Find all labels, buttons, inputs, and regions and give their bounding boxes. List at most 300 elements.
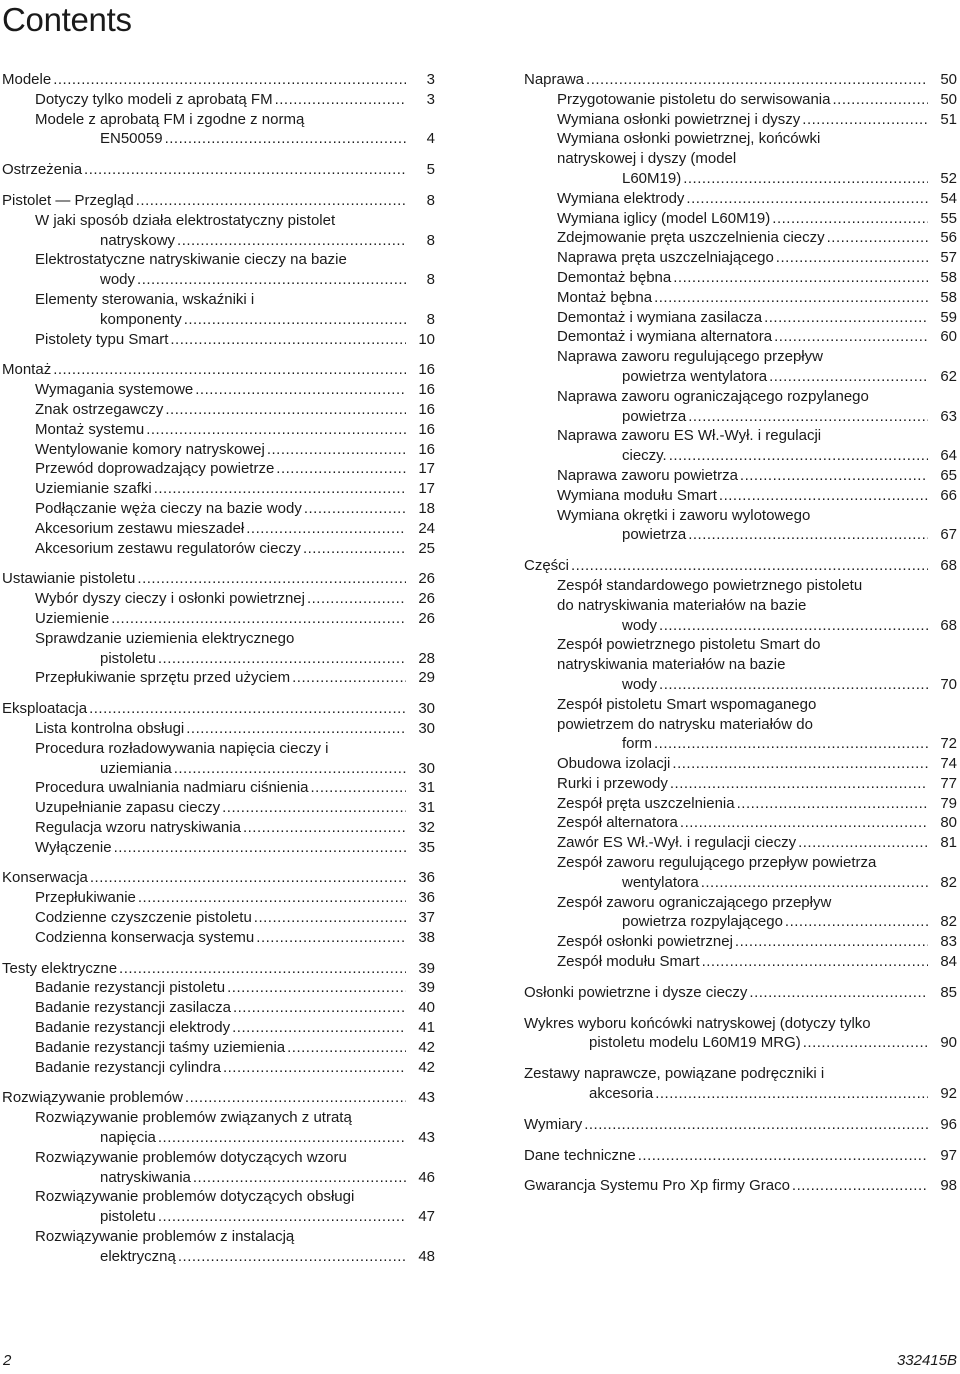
- toc-subentry[interactable]: [522, 308, 960, 328]
- toc-heading-entry[interactable]: [522, 556, 960, 576]
- dot-leader: [659, 675, 928, 695]
- dot-leader: [688, 525, 928, 545]
- toc-entry-title: Badanie rezystancji cylindra: [35, 1058, 221, 1076]
- toc-entry-title: Badanie rezystancji zasilacza: [35, 999, 231, 1017]
- toc-page-number: 47: [418, 1208, 435, 1226]
- toc-page-number: 26: [418, 570, 435, 588]
- dot-leader: [287, 1038, 406, 1058]
- toc-entry-title: Naprawa pręta uszczelniającego: [557, 249, 774, 267]
- toc-page-number: 35: [418, 838, 435, 856]
- toc-entry-title: Rozwiązywanie problemów dotyczących obsługi: [35, 1188, 355, 1206]
- toc-page-number: 38: [418, 928, 435, 946]
- toc-entry-title: Podłączanie węża cieczy na bazie wody: [35, 499, 302, 517]
- toc-section: [0, 160, 438, 180]
- toc-page-number: 16: [418, 420, 435, 438]
- toc-entry-title: Procedura rozładowywania napięcia cieczy i: [35, 739, 329, 757]
- dot-leader: [246, 519, 406, 539]
- toc-page-number: 39: [418, 979, 435, 997]
- toc-entry-title: Rozwiązywanie problemów: [2, 1089, 183, 1107]
- toc-entry-title: L60M19): [622, 169, 682, 187]
- toc-subentry[interactable]: [522, 228, 960, 248]
- toc-entry-title: Zespół modułu Smart: [557, 953, 700, 971]
- toc-entry-title: Rozwiązywanie problemów związanych z utratą: [35, 1109, 352, 1127]
- dot-leader: [170, 330, 406, 350]
- toc-heading-entry[interactable]: [522, 1176, 960, 1196]
- toc-subentry[interactable]: [522, 754, 960, 774]
- dot-leader: [659, 616, 928, 636]
- toc-subentry[interactable]: [522, 952, 960, 972]
- toc-entry-title: Osłonki powietrzne i dysze cieczy: [524, 983, 748, 1001]
- toc-subentry[interactable]: [0, 818, 438, 838]
- toc-subentry[interactable]: [522, 695, 960, 754]
- toc-entry-title: Akcesorium zestawu mieszadeł: [35, 519, 245, 537]
- toc-subentry[interactable]: [522, 347, 960, 387]
- dot-leader: [158, 1207, 406, 1227]
- toc-subentry[interactable]: [522, 506, 960, 546]
- toc-entry-title: Pistolet — Przegląd: [2, 191, 134, 209]
- toc-entry-title: powietrza rozpylającego: [622, 913, 783, 931]
- dot-leader: [798, 833, 928, 853]
- toc-entry-title: Wymiana okrętki i zaworu wylotowego: [557, 506, 811, 524]
- dot-leader: [307, 589, 406, 609]
- toc-page-number: 16: [418, 381, 435, 399]
- dot-leader: [185, 1088, 406, 1108]
- toc-heading-entry[interactable]: [0, 868, 438, 888]
- toc-subentry[interactable]: [0, 479, 438, 499]
- toc-page-number: 58: [940, 268, 957, 286]
- dot-leader: [267, 440, 406, 460]
- dot-leader: [111, 609, 406, 629]
- toc-entry-title: Naprawa zaworu powietrza: [557, 466, 738, 484]
- toc-subentry[interactable]: [0, 589, 438, 609]
- toc-page-number: 26: [418, 609, 435, 627]
- dot-leader: [749, 983, 928, 1003]
- toc-heading-entry[interactable]: [522, 1146, 960, 1166]
- toc-page-number: 96: [940, 1115, 957, 1133]
- toc-section: [522, 556, 960, 972]
- toc-heading-entry[interactable]: [0, 569, 438, 589]
- toc-entry-title: Wymiana modułu Smart: [557, 486, 717, 504]
- dot-leader: [276, 459, 406, 479]
- toc-page-number: 90: [940, 1034, 957, 1052]
- toc-subentry[interactable]: [522, 426, 960, 466]
- toc-section: [522, 983, 960, 1003]
- toc-page-number: 16: [418, 440, 435, 458]
- dot-leader: [586, 70, 928, 90]
- toc-page-number: 43: [418, 1129, 435, 1147]
- dot-leader: [114, 838, 406, 858]
- toc-subentry[interactable]: [522, 466, 960, 486]
- toc-subentry[interactable]: [522, 189, 960, 209]
- toc-subentry[interactable]: [0, 668, 438, 688]
- toc-entry-title: Regulacja wzoru natryskiwania: [35, 818, 241, 836]
- toc-subentry[interactable]: [0, 888, 438, 908]
- dot-leader: [654, 734, 928, 754]
- toc-subentry[interactable]: [0, 778, 438, 798]
- dot-leader: [256, 928, 406, 948]
- toc-page-number: 17: [418, 460, 435, 478]
- toc-page-number: 26: [418, 590, 435, 608]
- dot-leader: [292, 668, 406, 688]
- dot-leader: [673, 268, 928, 288]
- toc-entry-title: Części: [524, 557, 570, 575]
- toc-entry-title: Uzupełnianie zapasu cieczy: [35, 799, 221, 817]
- toc-subentry[interactable]: [0, 1108, 438, 1148]
- toc-page-number: 63: [940, 407, 957, 425]
- toc-page-number: 16: [418, 400, 435, 418]
- toc-heading-entry[interactable]: [0, 959, 438, 979]
- toc-heading-entry[interactable]: [522, 70, 960, 90]
- toc-page-number: 8: [426, 231, 435, 249]
- toc-page-number: 4: [426, 130, 435, 148]
- toc-subentry[interactable]: [0, 499, 438, 519]
- toc-entry-title: cieczy.: [622, 447, 667, 465]
- toc-entry-title: pistoletu modelu L60M19 MRG): [589, 1034, 801, 1052]
- toc-entry-title: Przygotowanie pistoletu do serwisowania: [557, 90, 831, 108]
- dot-leader: [227, 978, 406, 998]
- toc-page-number: 30: [418, 719, 435, 737]
- dot-leader: [740, 466, 928, 486]
- dot-leader: [222, 798, 406, 818]
- toc-entry-title: Badanie rezystancji pistoletu: [35, 979, 226, 997]
- toc-entry-title: Wymiana osłonki powietrznej, końcówki: [557, 130, 821, 148]
- toc-page-number: 31: [418, 799, 435, 817]
- toc-subentry[interactable]: [0, 539, 438, 559]
- toc-page-number: 46: [418, 1168, 435, 1186]
- toc-page-number: 36: [418, 869, 435, 887]
- dot-leader: [584, 1115, 928, 1135]
- dot-leader: [638, 1146, 928, 1166]
- toc-subentry[interactable]: [0, 400, 438, 420]
- toc-page-number: 68: [940, 557, 957, 575]
- toc-page-number: 42: [418, 1038, 435, 1056]
- toc-entry-title: Zespół alternatora: [557, 814, 678, 832]
- toc-entry-title: Eksploatacja: [2, 700, 88, 718]
- toc-entry-title: powietrzem do natrysku materiałów do: [557, 715, 813, 733]
- toc-subentry[interactable]: [522, 486, 960, 506]
- toc-subentry[interactable]: [0, 290, 438, 330]
- dot-leader: [571, 556, 928, 576]
- toc-entry-title: komponenty: [100, 310, 182, 328]
- toc-subentry[interactable]: [0, 739, 438, 779]
- toc-entry-title: Wymiana osłonki powietrznej i dyszy: [557, 110, 801, 128]
- toc-entry-title: Wyłączenie: [35, 838, 112, 856]
- dot-leader: [683, 169, 928, 189]
- toc-subentry[interactable]: [522, 248, 960, 268]
- toc-entry-title: Codzienna konserwacja systemu: [35, 928, 255, 946]
- dot-leader: [655, 1084, 928, 1104]
- toc-entry-title: Wybór dyszy cieczy i osłonki powietrznej: [35, 590, 305, 608]
- toc-entry-title: Zawór ES Wł.-Wył. i regulacji cieczy: [557, 834, 797, 852]
- toc-page-number: 51: [940, 110, 957, 128]
- toc-page-number: 68: [940, 616, 957, 634]
- toc-page-number: 97: [940, 1146, 957, 1164]
- toc-subentry[interactable]: [522, 932, 960, 952]
- toc-subentry[interactable]: [0, 1018, 438, 1038]
- dot-leader: [137, 569, 406, 589]
- toc-page-number: 17: [418, 480, 435, 498]
- dot-leader: [735, 932, 928, 952]
- toc-page-number: 60: [940, 328, 957, 346]
- toc-entry-title: Elektrostatyczne natryskiwanie cieczy na bazie: [35, 251, 347, 269]
- toc-entry-title: Demontaż bębna: [557, 268, 672, 286]
- toc-entry-title: Naprawa zaworu ES Wł.-Wył. i regulacji: [557, 427, 822, 445]
- toc-entry-title: Konserwacja: [2, 869, 88, 887]
- toc-subentry[interactable]: [522, 774, 960, 794]
- toc-subentry[interactable]: [522, 813, 960, 833]
- toc-heading-entry[interactable]: [0, 70, 438, 90]
- toc-page-number: 92: [940, 1085, 957, 1103]
- toc-subentry[interactable]: [0, 998, 438, 1018]
- toc-subentry[interactable]: [522, 209, 960, 229]
- toc-section: [0, 569, 438, 688]
- toc-page-number: 31: [418, 779, 435, 797]
- toc-entry-title: Badanie rezystancji taśmy uziemienia: [35, 1038, 286, 1056]
- toc-section: [0, 1088, 438, 1266]
- toc-subentry[interactable]: [0, 798, 438, 818]
- toc-subentry[interactable]: [0, 978, 438, 998]
- toc-entry-title: wody: [622, 616, 658, 634]
- toc-entry-title: powietrza: [622, 407, 687, 425]
- toc-page-number: 24: [418, 519, 435, 537]
- dot-leader: [719, 486, 928, 506]
- page-title: Contents: [2, 1, 132, 38]
- toc-subentry[interactable]: [0, 380, 438, 400]
- toc-entry-title: Wykres wyboru końcówki natryskowej (dotyczy tylko: [524, 1014, 871, 1032]
- toc-subentry[interactable]: [0, 928, 438, 948]
- dot-leader: [670, 774, 928, 794]
- toc-entry-title: uziemiania: [100, 759, 172, 777]
- toc-subentry[interactable]: [0, 1227, 438, 1267]
- toc-section: [522, 1064, 960, 1104]
- toc-page-number: 79: [940, 794, 957, 812]
- toc-page-number: 57: [940, 249, 957, 267]
- toc-entry-title: Modele: [2, 71, 52, 88]
- toc-subentry[interactable]: [522, 129, 960, 188]
- footer-doc-code: 332415B: [896, 1352, 957, 1369]
- toc-page-number: 39: [418, 959, 435, 977]
- toc-entry-title: Zespół standardowego powietrznego pistoletu: [557, 576, 863, 594]
- toc-entry-title: Akcesorium zestawu regulatorów cieczy: [35, 539, 301, 557]
- toc-subentry[interactable]: [522, 387, 960, 427]
- dot-leader: [737, 794, 928, 814]
- toc-right-column: [522, 70, 960, 1207]
- toc-subentry[interactable]: [0, 609, 438, 629]
- toc-subentry[interactable]: [522, 288, 960, 308]
- toc-heading-entry[interactable]: [522, 1014, 960, 1054]
- toc-entry-title: Uziemienie: [35, 609, 110, 627]
- toc-heading-entry[interactable]: [0, 699, 438, 719]
- toc-page-number: 29: [418, 669, 435, 687]
- toc-entry-title: Zespół pistoletu Smart wspomaganego: [557, 695, 817, 713]
- toc-subentry[interactable]: [0, 330, 438, 350]
- toc-section: [0, 360, 438, 558]
- toc-page-number: 58: [940, 288, 957, 306]
- toc-page-number: 36: [418, 889, 435, 907]
- toc-entry-title: Demontaż i wymiana alternatora: [557, 328, 773, 346]
- dot-leader: [311, 778, 407, 798]
- toc-entry-title: Elementy sterowania, wskaźniki i: [35, 290, 255, 308]
- dot-leader: [232, 1018, 406, 1038]
- toc-subentry[interactable]: [0, 1058, 438, 1078]
- toc-page-number: 85: [940, 983, 957, 1001]
- toc-subentry[interactable]: [522, 635, 960, 694]
- toc-left-column: [0, 70, 438, 1278]
- toc-subentry[interactable]: [522, 853, 960, 893]
- toc-entry-title: natryskiwania: [100, 1168, 191, 1186]
- toc-entry-title: Codzienne czyszczenie pistoletu: [35, 909, 252, 927]
- toc-subentry[interactable]: [0, 420, 438, 440]
- toc-subentry[interactable]: [0, 459, 438, 479]
- toc-subentry[interactable]: [0, 211, 438, 251]
- dot-leader: [772, 209, 928, 229]
- toc-entry-title: Zespół zaworu ograniczającego przepływ: [557, 893, 832, 911]
- toc-entry-title: Rurki i przewody: [557, 774, 668, 792]
- toc-page-number: 67: [940, 526, 957, 544]
- toc-subentry[interactable]: [0, 908, 438, 928]
- dot-leader: [186, 719, 406, 739]
- toc-section: [522, 1014, 960, 1054]
- dot-leader: [654, 288, 928, 308]
- toc-entry-title: Wymagania systemowe: [35, 381, 194, 399]
- toc-page-number: 3: [426, 90, 435, 108]
- toc-subentry[interactable]: [0, 838, 438, 858]
- toc-page-number: 43: [418, 1089, 435, 1107]
- toc-subentry[interactable]: [0, 1038, 438, 1058]
- toc-section: [0, 868, 438, 947]
- toc-entry-title: Naprawa zaworu regulującego przepływ: [557, 348, 823, 366]
- dot-leader: [275, 90, 406, 110]
- toc-page-number: 65: [940, 466, 957, 484]
- toc-page-number: 41: [418, 1019, 435, 1037]
- toc-entry-title: Zespół powietrznego pistoletu Smart do: [557, 636, 821, 654]
- toc-subentry[interactable]: [0, 519, 438, 539]
- dot-leader: [184, 310, 406, 330]
- toc-subentry[interactable]: [0, 719, 438, 739]
- toc-entry-title: Przewód doprowadzający powietrze: [35, 460, 275, 478]
- toc-entry-title: Zdejmowanie pręta uszczelnienia cieczy: [557, 229, 825, 247]
- toc-entry-title: Znak ostrzegawczy: [35, 400, 164, 418]
- toc-entry-title: Zespół osłonki powietrznej: [557, 933, 733, 951]
- dot-leader: [165, 400, 406, 420]
- dot-leader: [195, 380, 406, 400]
- toc-subentry[interactable]: [0, 440, 438, 460]
- toc-heading-entry[interactable]: [522, 1064, 960, 1104]
- toc-entry-title: W jaki sposób działa elektrostatyczny pistolet: [35, 211, 336, 229]
- dot-leader: [764, 308, 928, 328]
- toc-page-number: 55: [940, 209, 957, 227]
- toc-entry-title: Montaż: [2, 361, 52, 379]
- toc-page-number: 52: [940, 169, 957, 187]
- toc-page-number: 74: [940, 755, 957, 773]
- toc-entry-title: Badanie rezystancji elektrody: [35, 1019, 231, 1037]
- toc-heading-entry[interactable]: [0, 191, 438, 211]
- toc-page-number: 18: [418, 499, 435, 517]
- toc-subentry[interactable]: [522, 794, 960, 814]
- dot-leader: [243, 818, 406, 838]
- toc-subentry[interactable]: [522, 327, 960, 347]
- toc-heading-entry[interactable]: [522, 1115, 960, 1135]
- dot-leader: [84, 160, 406, 180]
- toc-heading-entry[interactable]: [522, 983, 960, 1003]
- toc-entry-title: Naprawa: [524, 71, 585, 88]
- toc-page-number: 48: [418, 1247, 435, 1265]
- toc-page-number: 10: [418, 330, 435, 348]
- dot-leader: [158, 649, 406, 669]
- toc-page-number: 56: [940, 229, 957, 247]
- toc-entry-title: Testy elektryczne: [2, 959, 118, 977]
- toc-subentry[interactable]: [522, 576, 960, 635]
- toc-page-number: 30: [418, 700, 435, 718]
- toc-entry-title: Zespół zaworu regulującego przepływ powietrza: [557, 854, 877, 872]
- toc-page-number: 5: [426, 161, 435, 179]
- toc-page-number: 25: [418, 539, 435, 557]
- toc-subentry[interactable]: [522, 833, 960, 853]
- toc-subentry[interactable]: [522, 110, 960, 130]
- toc-section: [0, 70, 438, 149]
- toc-entry-title: Wentylowanie komory natryskowej: [35, 440, 265, 458]
- toc-subentry[interactable]: [0, 90, 438, 110]
- toc-subentry[interactable]: [0, 250, 438, 290]
- toc-entry-title: Przepłukiwanie sprzętu przed użyciem: [35, 669, 291, 687]
- toc-page-number: 8: [426, 191, 435, 209]
- toc-page-number: 84: [940, 953, 957, 971]
- toc-subentry[interactable]: [0, 1148, 438, 1188]
- toc-subentry[interactable]: [0, 629, 438, 669]
- toc-entry-title: Obudowa izolacji: [557, 755, 671, 773]
- toc-entry-title: Procedura uwalniania nadmiaru ciśnienia: [35, 779, 309, 797]
- dot-leader: [769, 367, 928, 387]
- dot-leader: [680, 813, 928, 833]
- toc-entry-title: natryskiwania materiałów na bazie: [557, 656, 786, 674]
- toc-entry-title: Montaż bębna: [557, 288, 653, 306]
- dot-leader: [154, 479, 406, 499]
- toc-entry-title: Pistolety typu Smart: [35, 330, 169, 348]
- toc-page-number: 82: [940, 913, 957, 931]
- toc-entry-title: natryskowy: [100, 231, 176, 249]
- toc-heading-entry[interactable]: [0, 160, 438, 180]
- toc-subentry[interactable]: [522, 268, 960, 288]
- toc-entry-title: Dane techniczne: [524, 1146, 636, 1164]
- toc-subentry[interactable]: [0, 110, 438, 150]
- toc-subentry[interactable]: [522, 90, 960, 110]
- toc-entry-title: wody: [622, 675, 658, 693]
- toc-entry-title: Sprawdzanie uziemienia elektrycznego: [35, 629, 295, 647]
- toc-subentry[interactable]: [522, 893, 960, 933]
- dot-leader: [53, 70, 406, 90]
- toc-entry-title: Ustawianie pistoletu: [2, 570, 136, 588]
- dot-leader: [89, 699, 406, 719]
- toc-page-number: 40: [418, 999, 435, 1017]
- dot-leader: [138, 888, 406, 908]
- toc-page-number: 77: [940, 774, 957, 792]
- dot-leader: [702, 952, 928, 972]
- toc-entry-title: Wymiary: [524, 1115, 583, 1133]
- toc-entry-title: akcesoria: [589, 1085, 654, 1103]
- toc-entry-title: Zespół pręta uszczelnienia: [557, 794, 735, 812]
- dot-leader: [178, 1247, 406, 1267]
- toc-page-number: 32: [418, 818, 435, 836]
- toc-page-number: 30: [418, 759, 435, 777]
- toc-subentry[interactable]: [0, 1187, 438, 1227]
- toc-heading-entry[interactable]: [0, 1088, 438, 1108]
- toc-entry-title: Przepłukiwanie: [35, 889, 136, 907]
- dot-leader: [785, 912, 928, 932]
- dot-leader: [177, 231, 406, 251]
- toc-heading-entry[interactable]: [0, 360, 438, 380]
- toc-section: [0, 959, 438, 1078]
- dot-leader: [774, 327, 928, 347]
